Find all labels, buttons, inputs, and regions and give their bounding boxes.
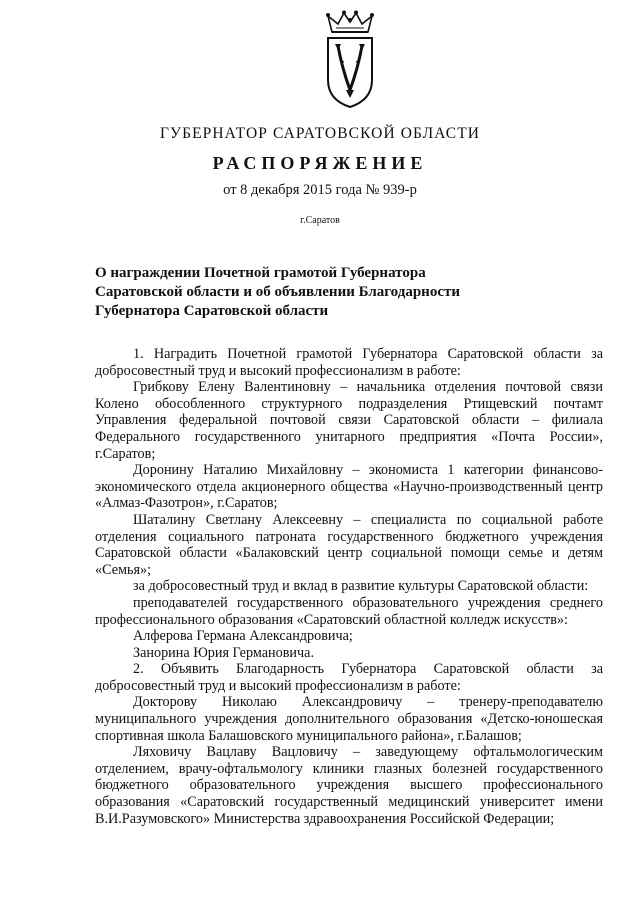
document-city: г.Саратов: [300, 215, 340, 226]
document-body: [95, 346, 603, 827]
subject-line: Саратовской области и об объявлении Благодарности: [95, 284, 460, 300]
body-paragraph: Доронину Наталию Михайловну – экономиста 1 категории финансово-экономического отдела акционерного общества «Научно-производственный центр «Алмаз-Фазотрон», г.Саратов;: [95, 462, 603, 512]
document-type: РАСПОРЯЖЕНИЕ: [212, 153, 428, 173]
body-paragraph: Докторову Николаю Александровичу – тренеру-преподавателю муниципального учреждения дополнительного образования «Детско-юношеская спортивная школа Балашовского муниципального района», г.Балашов;: [95, 694, 603, 744]
document-date-number: от 8 декабря 2015 года № 939-р: [223, 182, 417, 198]
body-paragraph: Ляховичу Вацлаву Вацловичу – заведующему офтальмологическим отделением, врачу-офтальмологу клиники глазных болезней государственного бюджетного образовательного учреждения высшего профессионального образования «Саратовский государственный медицинский университет имени В.И.Разумовского» Министерства здравоохранения Российской Федерации;: [95, 744, 603, 827]
subject-line: Губернатора Саратовской области: [95, 303, 329, 319]
subject-line: О награждении Почетной грамотой Губернатора: [95, 265, 426, 281]
document-subject: [95, 264, 535, 321]
body-paragraph: преподавателей государственного образовательного учреждения среднего профессионального образования «Саратовский областной колледж искусств»:: [95, 594, 603, 628]
body-paragraph: 2. Объявить Благодарность Губернатора Саратовской области за добросовестный труд и высокий профессионализм в работе:: [95, 661, 603, 694]
body-paragraph: Грибкову Елену Валентиновну – начальника отделения почтовой связи Колено обособленного структурного подразделения Ртищевский почтамт Управления федеральной почтовой связи Саратовской области – филиала Федерального государственного унитарного предприятия «Почта России», г.Саратов;: [95, 379, 603, 462]
awardee-name: Занорина Юрия Германовича.: [133, 644, 314, 661]
saratov-coat-of-arms-icon: [318, 10, 382, 110]
issuer-title: ГУБЕРНАТОР САРАТОВСКОЙ ОБЛАСТИ: [159, 125, 481, 142]
body-paragraph: Шаталину Светлану Алексеевну – специалиста по социальной работе отделения социального патроната государственного бюджетного учреждения Саратовской области «Балаковский центр социальной помощи семье и детям «Семья»;: [95, 511, 603, 578]
awardee-name: Алферова Германа Александровича;: [133, 628, 353, 645]
body-paragraph: за добросовестный труд и вклад в развитие культуры Саратовской области:: [133, 578, 589, 595]
body-paragraph: 1. Наградить Почетной грамотой Губернатора Саратовской области за добросовестный труд и высокий профессионализм в работе:: [95, 346, 603, 379]
